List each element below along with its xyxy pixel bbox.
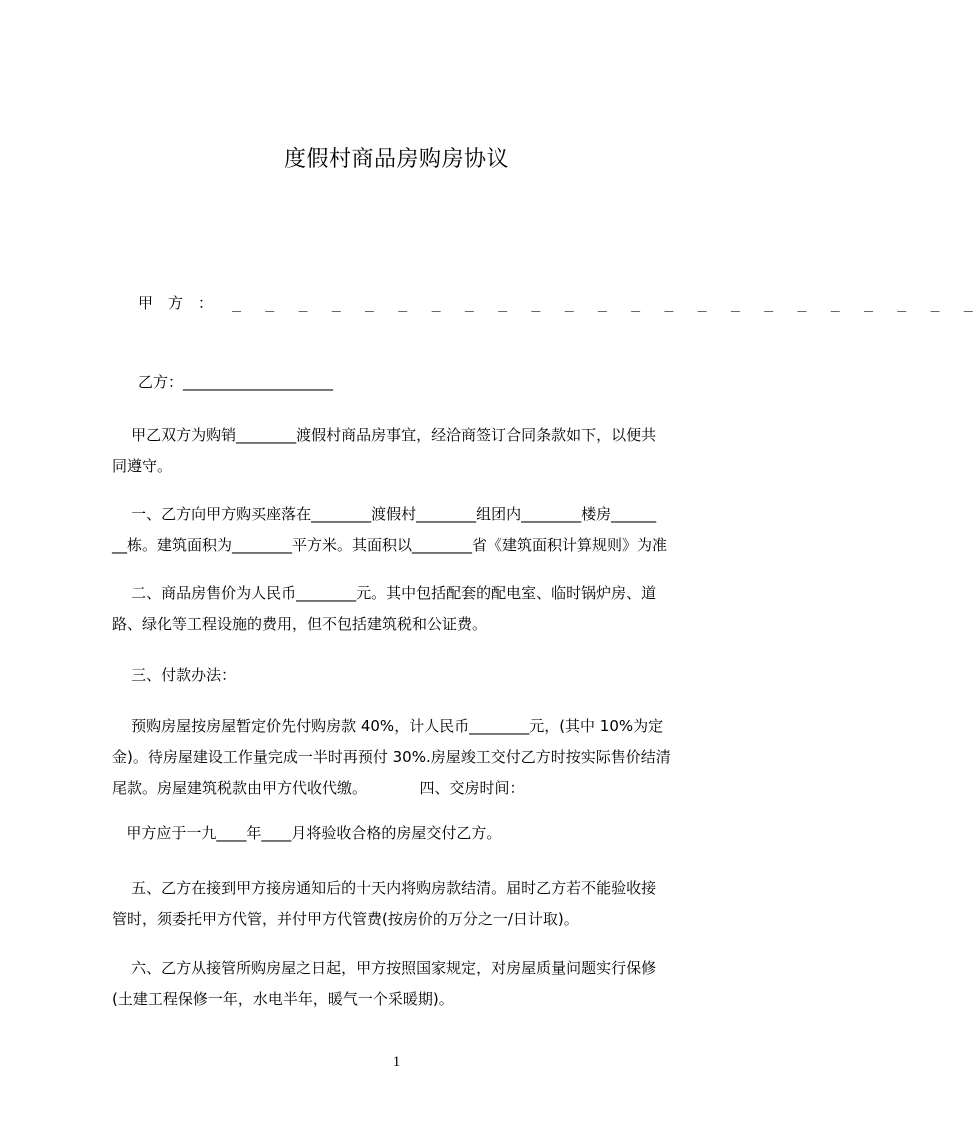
- clause-five-paragraph: [112, 873, 702, 935]
- paragraph-line: 五、乙方在接到甲方接房通知后的十天内将购房款结清。届时乙方若不能验收接: [112, 879, 657, 897]
- paragraph-line: 预购房屋按房屋暂定价先付购房款 40%，计人民币________元，(其中 10%为定: [112, 717, 664, 735]
- paragraph-line: 管时，须委托甲方代管，并付甲方代管费(按房价的万分之一/日计取)。: [112, 910, 579, 928]
- paragraph-line: 金)。待房屋建设工作量完成一半时再预付 30%.房屋竣工交付乙方时按实际售价结清: [112, 748, 671, 766]
- paragraph-line: 甲乙双方为购销________渡假村商品房事宜，经洽商签订合同条款如下，以便共: [112, 426, 657, 444]
- party-a-blank: _ _ _ _ _ _ _ _ _ _ _ _ _ _ _ _ _ _ _ _ _ _ _: [232, 294, 980, 312]
- payment-paragraph: [112, 711, 702, 804]
- clause-three-heading: [112, 660, 702, 691]
- paragraph-line: (土建工程保修一年，水电半年，暖气一个采暖期)。: [112, 990, 454, 1008]
- party-b-line: 乙方：____________________: [138, 373, 334, 391]
- party-a-label: 甲 方 ：: [138, 294, 214, 312]
- document-title: 度假村商品房购房协议: [283, 147, 509, 172]
- paragraph-line: 甲方应于一九____年____月将验收合格的房屋交付乙方。: [112, 824, 502, 842]
- paragraph-line: __栋。建筑面积为________平方米。其面积以________省《建筑面积计算规则》为准: [112, 536, 668, 554]
- paragraph-line: 二、商品房售价为人民币________元。其中包括配套的配电室、临时锅炉房、道: [112, 584, 657, 602]
- paragraph-line: 路、绿化等工程设施的费用，但不包括建筑税和公证费。: [112, 615, 488, 633]
- page-number: 1: [392, 1054, 401, 1070]
- paragraph-line: 一、乙方向甲方购买座落在________渡假村________组团内________楼房______: [112, 505, 657, 523]
- paragraph-line: 尾款。房屋建筑税款由甲方代收代缴。 四、交房时间：: [112, 779, 525, 797]
- clause-six-paragraph: [112, 953, 702, 1015]
- paragraph-line: 六、乙方从接管所购房屋之日起，甲方按照国家规定，对房屋质量问题实行保修: [112, 959, 657, 977]
- clause-one-paragraph: [112, 499, 702, 561]
- paragraph-line: 同遵守。: [112, 457, 173, 475]
- intro-paragraph: [112, 420, 702, 482]
- clause-two-paragraph: [112, 578, 702, 640]
- handover-paragraph: [112, 818, 702, 849]
- paragraph-line: 三、付款办法：: [112, 666, 237, 684]
